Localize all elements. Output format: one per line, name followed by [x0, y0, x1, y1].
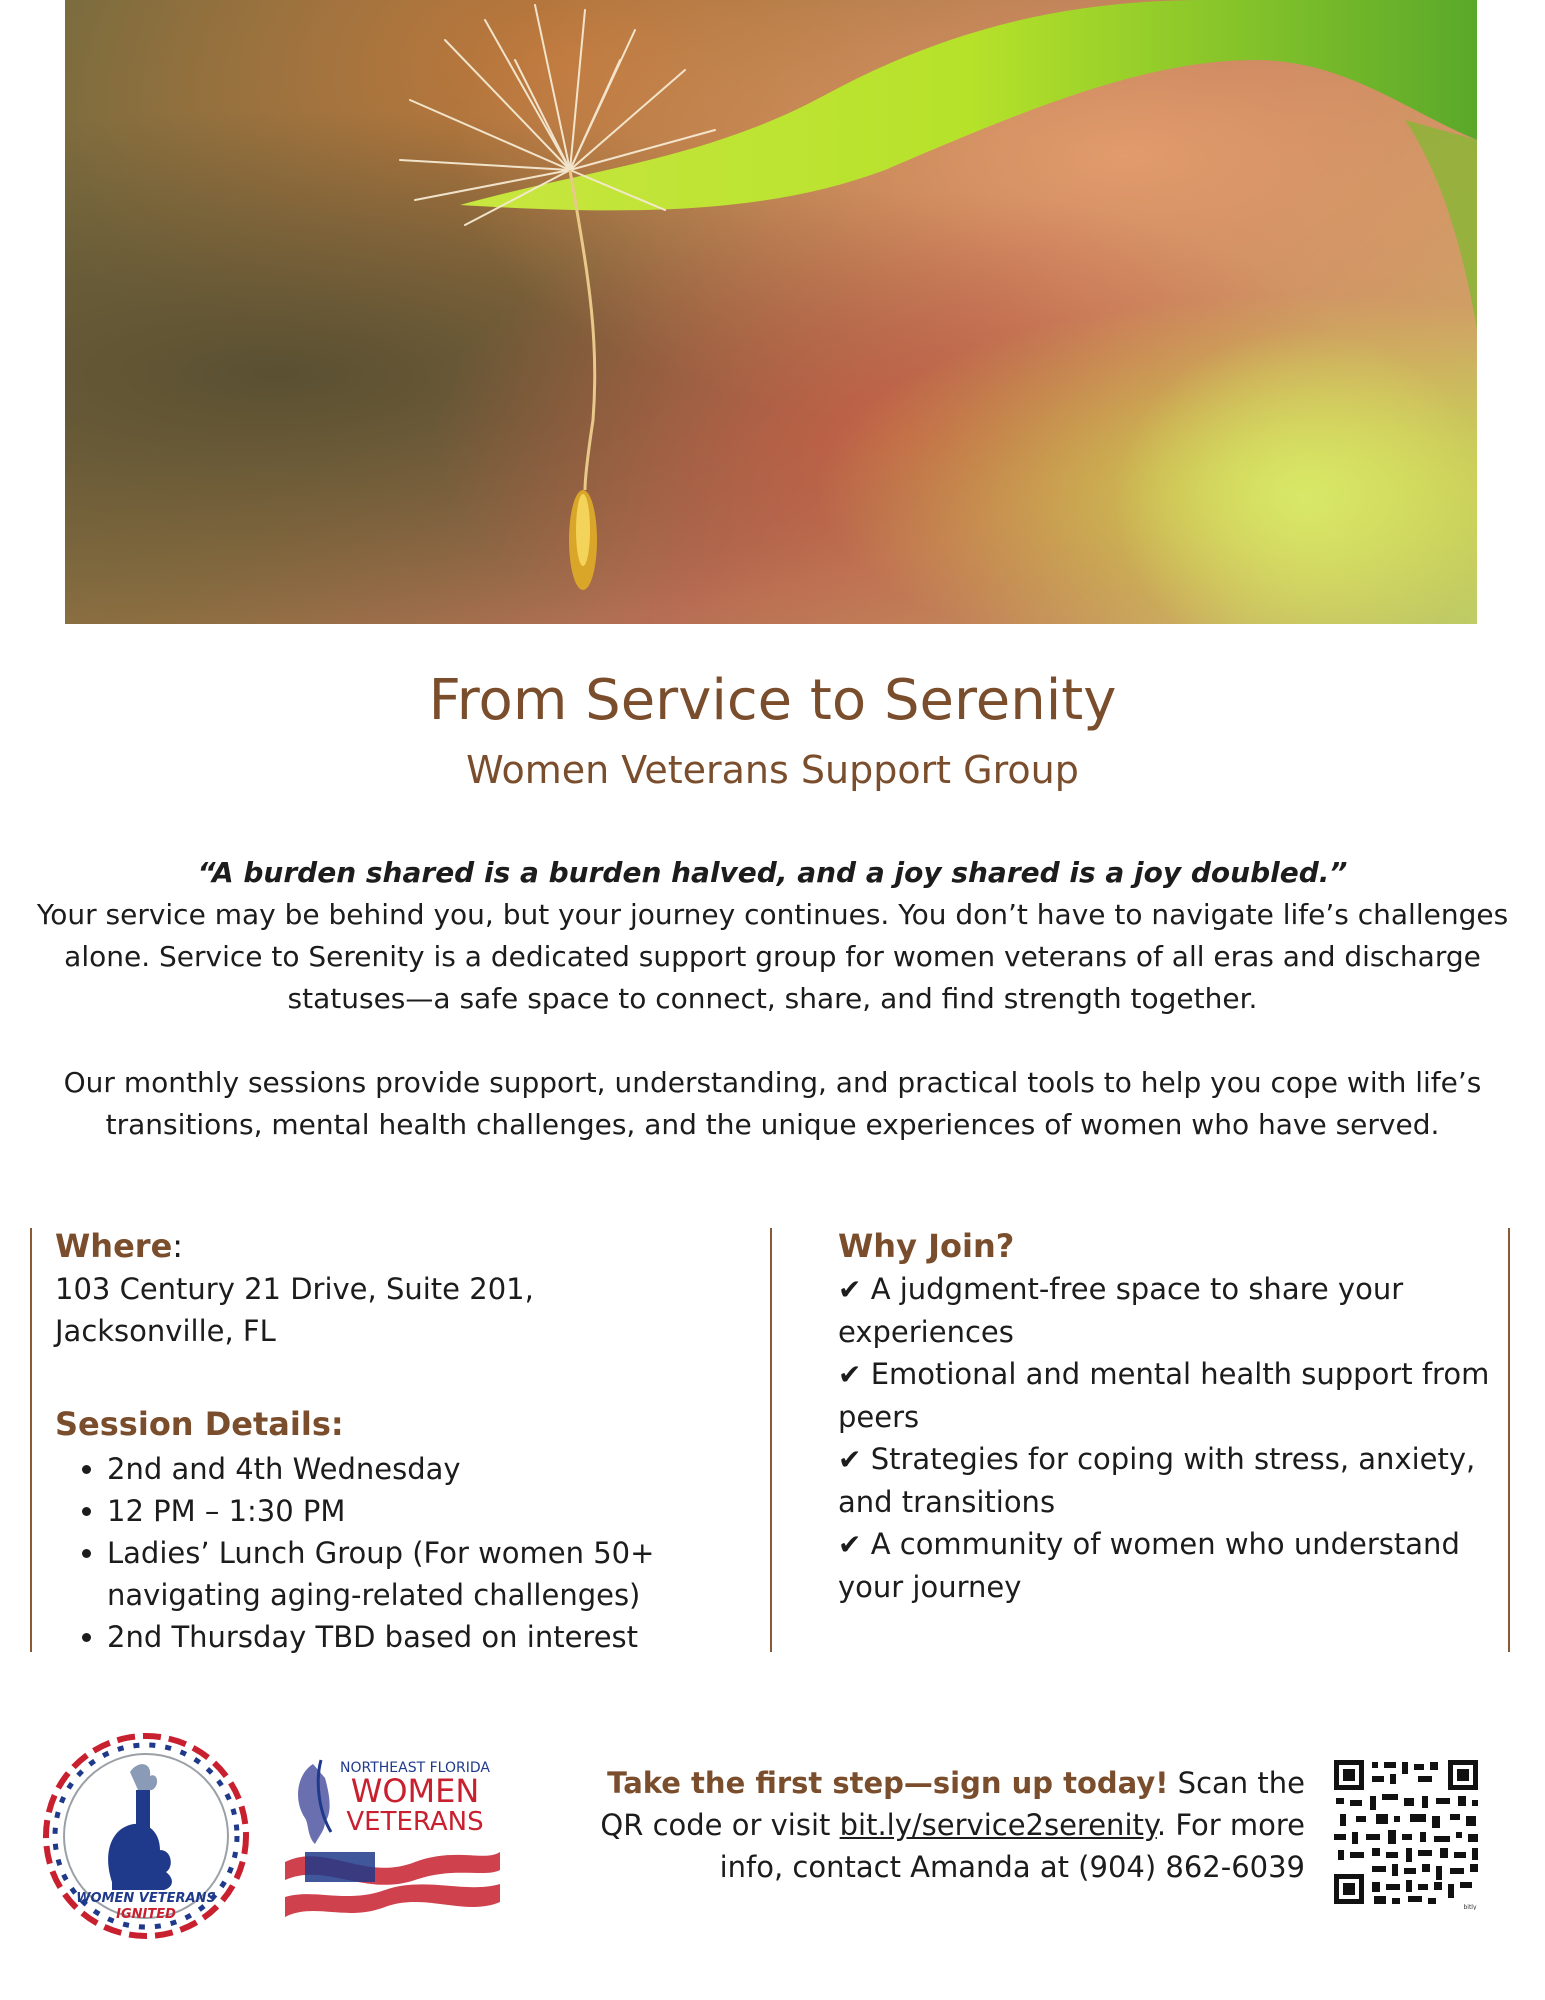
- where-address-line-1: 103 Century 21 Drive, Suite 201,: [55, 1272, 534, 1306]
- why-item: ✔ Strategies for coping with stress, anxiety, and transitions: [838, 1442, 1476, 1519]
- check-icon: ✔: [838, 1273, 862, 1306]
- dandelion-seed-illustration: [65, 0, 1477, 624]
- logo-text-line-3: VETERANS: [346, 1807, 484, 1837]
- qr-caption: bitly: [1463, 1904, 1477, 1910]
- divider-middle: [770, 1228, 772, 1652]
- session-item: • 12 PM – 1:30 PM: [107, 1490, 755, 1532]
- page-subtitle: Women Veterans Support Group: [466, 748, 1079, 792]
- cta-headline: Take the first step—sign up today!: [607, 1766, 1169, 1800]
- check-icon: ✔: [838, 1358, 862, 1391]
- qr-code[interactable]: [1332, 1758, 1480, 1910]
- logo-text-line-1: WOMEN VETERANS: [76, 1891, 216, 1906]
- women-veterans-ignited-logo: [42, 1732, 250, 1940]
- details-column: [55, 1224, 755, 1658]
- why-join-heading: Why Join?: [838, 1227, 1015, 1265]
- logo-text-line-1: NORTHEAST FLORIDA: [340, 1760, 490, 1776]
- session-list: [55, 1448, 755, 1658]
- why-item: ✔ A community of women who understand your journey: [838, 1527, 1460, 1604]
- check-icon: ✔: [838, 1443, 862, 1476]
- where-address-line-2: Jacksonville, FL: [55, 1314, 276, 1348]
- intro-paragraph-1: Your service may be behind you, but your journey continues. You don’t have to navigate life’s challenges alone. Service to Serenity is a dedicated support group for women veterans of all eras and discharge statuses—a safe space to connect, share, and find strength together.: [36, 898, 1509, 1015]
- session-item: • Ladies’ Lunch Group (For women 50+ navigating aging-related challenges): [107, 1532, 755, 1616]
- session-item: • 2nd Thursday TBD based on interest: [107, 1616, 755, 1658]
- logo-text-line-2: IGNITED: [116, 1907, 176, 1922]
- why-item: ✔ Emotional and mental health support from peers: [838, 1357, 1490, 1434]
- why-item: ✔ A judgment-free space to share your experiences: [838, 1272, 1404, 1349]
- divider-left: [30, 1228, 32, 1652]
- intro-section: [30, 852, 1515, 1146]
- northeast-florida-women-veterans-logo: [285, 1752, 500, 1922]
- session-heading: Session Details:: [55, 1405, 344, 1443]
- divider-right: [1508, 1228, 1510, 1652]
- why-join-column: [838, 1224, 1498, 1608]
- check-icon: ✔: [838, 1528, 862, 1561]
- page-title: From Service to Serenity: [428, 668, 1117, 733]
- session-item: • 2nd and 4th Wednesday: [107, 1448, 755, 1490]
- hero-image: [65, 0, 1477, 624]
- logo-text-line-2: WOMEN: [350, 1772, 480, 1810]
- where-heading: Where:: [55, 1227, 184, 1265]
- signup-link[interactable]: bit.ly/service2serenity: [839, 1808, 1157, 1842]
- quote: “A burden shared is a burden halved, and a joy shared is a joy doubled.”: [197, 856, 1348, 889]
- intro-paragraph-2: Our monthly sessions provide support, understanding, and practical tools to help you cope with life’s transitions, mental health challenges, and the unique experiences of women who have served.: [63, 1066, 1482, 1141]
- call-to-action: Take the first step—sign up today! Scan the QR code or visit bit.ly/service2serenity. For more info, contact Amanda at (904) 862-6039: [600, 1766, 1305, 1884]
